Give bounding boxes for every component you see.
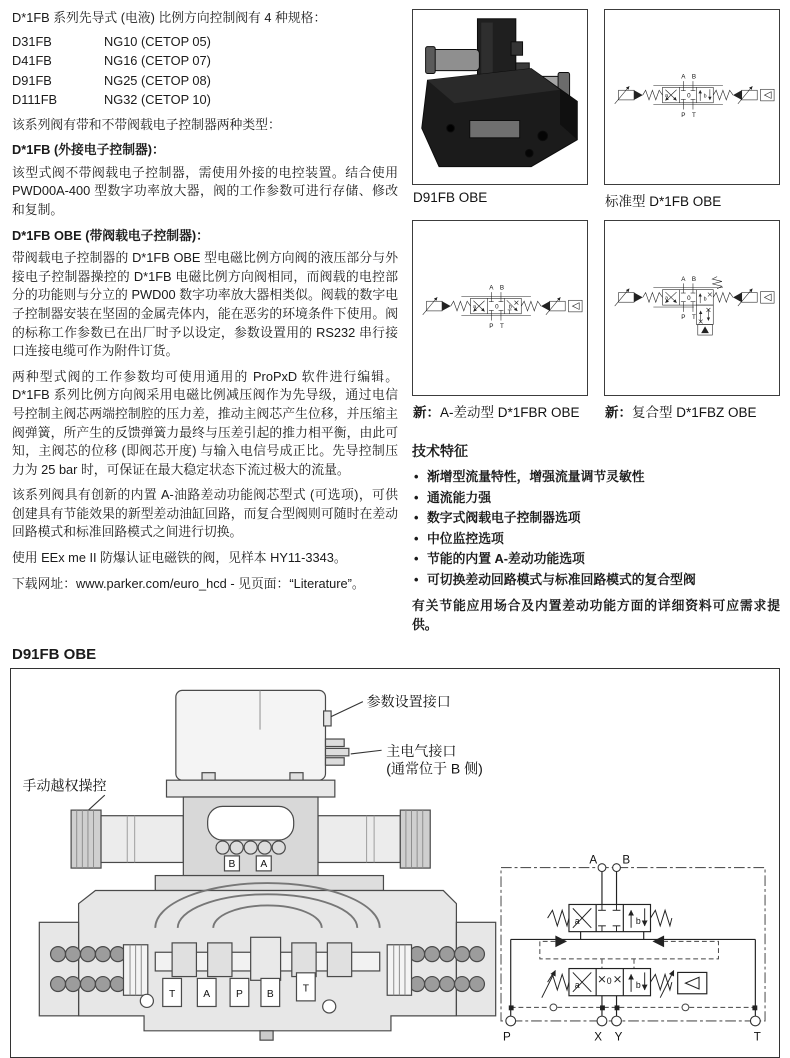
main-port-label-t2: T	[302, 983, 309, 995]
port-label-p: P	[681, 111, 686, 119]
feature-item	[414, 467, 780, 488]
schematic-main-valve	[548, 904, 672, 947]
port-label-a-top: A	[681, 275, 686, 283]
schematic-port-t: T	[753, 1030, 761, 1044]
pilot-valve-assembly	[71, 797, 430, 876]
schematic-pilot-a: a	[574, 979, 580, 990]
fbr-symbol-caption	[413, 401, 588, 421]
new-prefix: 新：	[413, 405, 440, 420]
chamber-label-0: 0	[687, 294, 691, 302]
main-port-label-b: B	[266, 989, 274, 1001]
bullet-icon: •	[414, 469, 419, 484]
port-label-b-top: B	[691, 73, 697, 81]
model-code: D31FB	[12, 33, 52, 49]
figure-standard-symbol	[604, 9, 780, 220]
chamber-label-a: a	[472, 304, 476, 310]
paragraph-download-url: 下载网址：www.parker.com/euro_hcd - 见页面：“Literature”。	[12, 575, 365, 591]
product-photo	[416, 13, 584, 181]
feature-text: 节能的内置 A-差动功能选项	[427, 551, 585, 566]
bullet-icon: •	[414, 510, 419, 525]
port-label-t: T	[692, 314, 696, 322]
feature-text: 可切换差动回路模式与标准回路模式的复合型阀	[427, 571, 696, 587]
schematic-pilot-0: 0	[606, 976, 612, 987]
schematic-port-a: A	[589, 854, 598, 867]
main-valve-body	[39, 876, 495, 1041]
paragraph-eex: 使用 EEx me II 防爆认证电磁铁的阀，见样本 HY11-3343。	[12, 550, 347, 566]
port-label-b-top: B	[691, 275, 697, 283]
schematic-port-b: B	[622, 854, 631, 867]
main-port-label-t1: T	[168, 989, 176, 1001]
label-manual-override: 手动越权操控	[22, 777, 107, 794]
types-line: 该系列阀有带和不带阀载电子控制器两种类型：	[12, 116, 281, 132]
schematic-pilot-b: b	[635, 979, 641, 990]
hydraulic-circuit-schematic	[493, 854, 775, 1053]
bullet-icon: •	[414, 489, 419, 505]
d91fb-diagram-frame	[10, 668, 780, 1058]
model-size: NG16 (CETOP 07)	[104, 53, 211, 69]
schematic-main-b: b	[635, 915, 641, 926]
chamber-label-a: a	[664, 295, 668, 302]
port-label-a-top: A	[489, 284, 494, 292]
bottom-section-title: D91FB OBE	[12, 646, 97, 663]
chamber-label-b: b	[508, 304, 512, 311]
fbz-valve-symbol-diagram	[607, 265, 777, 351]
section1-body: 该型式阀不带阀载电子控制器，需使用外接的电控装置。结合使用 PWD00A-400 型数字功率放大器，阀的工作参数可进行存储、修改和复制。	[12, 164, 398, 217]
section1-title: D*1FB (外接电子控制器)：	[12, 142, 165, 158]
photo-caption: D91FB OBE	[413, 190, 488, 205]
chamber-label-0: 0	[687, 92, 691, 100]
feature-text: 数字式阀载电子控制器选项	[427, 510, 581, 525]
paragraph-propxd: 两种型式阀的工作参数均可使用通用的 ProPxD 软件进行编辑。D*1FB 系列比例方向阀采用电磁比例减压阀作为先导级，通过电信号控制主阀芯两端控制腔的压力差，推动主阀芯产生位移，并压缩主阀弹簧，所产生的反馈弹簧力最终与压差引起的推力相平衡，由此可知，主阀芯的位移 (即阀芯开度) 与输入电信号成正比。先导控制压力为 25 bar 时，可保证在最大稳定状态下流过极大的流量。	[12, 368, 398, 477]
figure-row-2	[412, 220, 780, 431]
feature-text: 通流能力强	[427, 489, 491, 505]
chamber-label-a: a	[664, 93, 668, 99]
pilot-port-label-a: A	[260, 859, 268, 871]
bullet-icon: •	[414, 571, 419, 587]
feature-item	[414, 508, 780, 529]
model-size: NG32 (CETOP 10)	[104, 92, 211, 108]
main-port-label-p: P	[236, 989, 243, 1001]
fbz-symbol-caption	[605, 401, 780, 421]
figure-fbz-symbol	[604, 220, 780, 431]
feature-item	[414, 549, 780, 570]
port-label-b-top: B	[499, 284, 505, 292]
label-parameter-port: 参数设置接口	[366, 693, 451, 710]
right-figure-column	[412, 9, 780, 634]
port-label-t: T	[500, 322, 504, 330]
feature-text: 中位监控选项	[427, 530, 504, 546]
standard-symbol-caption: 标准型 D*1FB OBE	[605, 194, 722, 209]
schematic-port-y: Y	[614, 1030, 623, 1044]
model-size: NG25 (CETOP 08)	[104, 72, 211, 88]
obe-housing	[176, 690, 349, 781]
label-main-electrical-connector-side: (通常位于 B 侧)	[386, 760, 483, 777]
schematic-port-p: P	[502, 1030, 511, 1044]
pilot-port-label-b: B	[228, 859, 236, 871]
fbr-valve-symbol-diagram	[415, 275, 585, 341]
fbz-caption-text: 复合型 D*1FBZ OBE	[632, 405, 757, 420]
standard-valve-symbol-diagram	[607, 64, 777, 130]
port-label-p: P	[489, 322, 494, 330]
photo-frame	[412, 9, 588, 185]
main-port-label-a: A	[203, 989, 211, 1001]
model-list	[12, 32, 398, 110]
bullet-icon: •	[414, 551, 419, 566]
figure-fbr-symbol	[412, 220, 588, 431]
fbz-symbol-frame	[604, 220, 780, 396]
model-code: D91FB	[12, 72, 52, 88]
fbr-caption-text: A-差动型 D*1FBR OBE	[440, 405, 580, 420]
new-prefix: 新：	[605, 405, 632, 420]
chamber-label-0: 0	[495, 303, 499, 311]
port-label-t: T	[692, 111, 696, 119]
standard-symbol-frame	[604, 9, 780, 185]
paragraph-differential: 该系列阀具有创新的内置 A-油路差动功能阀芯型式 (可选项)，可供创建具有节能效果的新型差动油缸回路，而复合型阀则可随时在差动回路模式和标准回路模式之间进行切换。	[12, 487, 398, 540]
section2-title: D*1FB OBE (带阀载电子控制器)：	[12, 227, 209, 243]
figure-photo	[412, 9, 588, 220]
features-list	[414, 467, 780, 590]
model-code: D111FB	[12, 92, 58, 108]
fbr-symbol-frame	[412, 220, 588, 396]
model-size: NG10 (CETOP 05)	[104, 33, 211, 49]
features-note: 有关节能应用场合及内置差动功能方面的详细资料可应需求提供。	[412, 598, 780, 632]
bullet-icon: •	[414, 530, 419, 546]
schematic-main-a: a	[574, 915, 580, 926]
figure-row-1	[412, 9, 780, 220]
chamber-label-b: b	[703, 93, 707, 100]
section2-body: 带阀载电子控制器的 D*1FB OBE 型电磁比例方向阀的液压部分与外接电子控制器操控的 D*1FB 电磁比例方向阀相同，而阀载的电控部分的功能则与分立的 PWD00 数字功率放大器相类似。阀载的数字电子控制器安装在坚固的金属壳体内，能在恶劣的环境条件下使用。阀的标称工作参数已在出厂时予以设定，参数设置用的 RS232 串行接口连接电缆可作为附件订货。	[12, 250, 398, 359]
schematic-pilot-valve	[542, 969, 707, 998]
intro-line: D*1FB 系列先导式 (电液) 比例方向控制阀有 4 种规格：	[12, 10, 327, 25]
feature-item	[414, 570, 780, 591]
port-label-a-top: A	[681, 73, 686, 81]
left-text-column	[12, 9, 398, 634]
feature-item	[414, 488, 780, 509]
chamber-label-b: b	[703, 296, 707, 303]
features-title: 技术特征	[412, 443, 468, 459]
port-label-p: P	[681, 314, 686, 322]
valve-cross-section-drawing	[15, 677, 520, 1047]
schematic-port-x: X	[594, 1030, 602, 1044]
feature-text: 渐增型流量特性，增强流量调节灵敏性	[427, 469, 645, 484]
model-code: D41FB	[12, 53, 52, 69]
label-main-electrical-connector: 主电气接口	[386, 742, 457, 759]
feature-item	[414, 529, 780, 550]
